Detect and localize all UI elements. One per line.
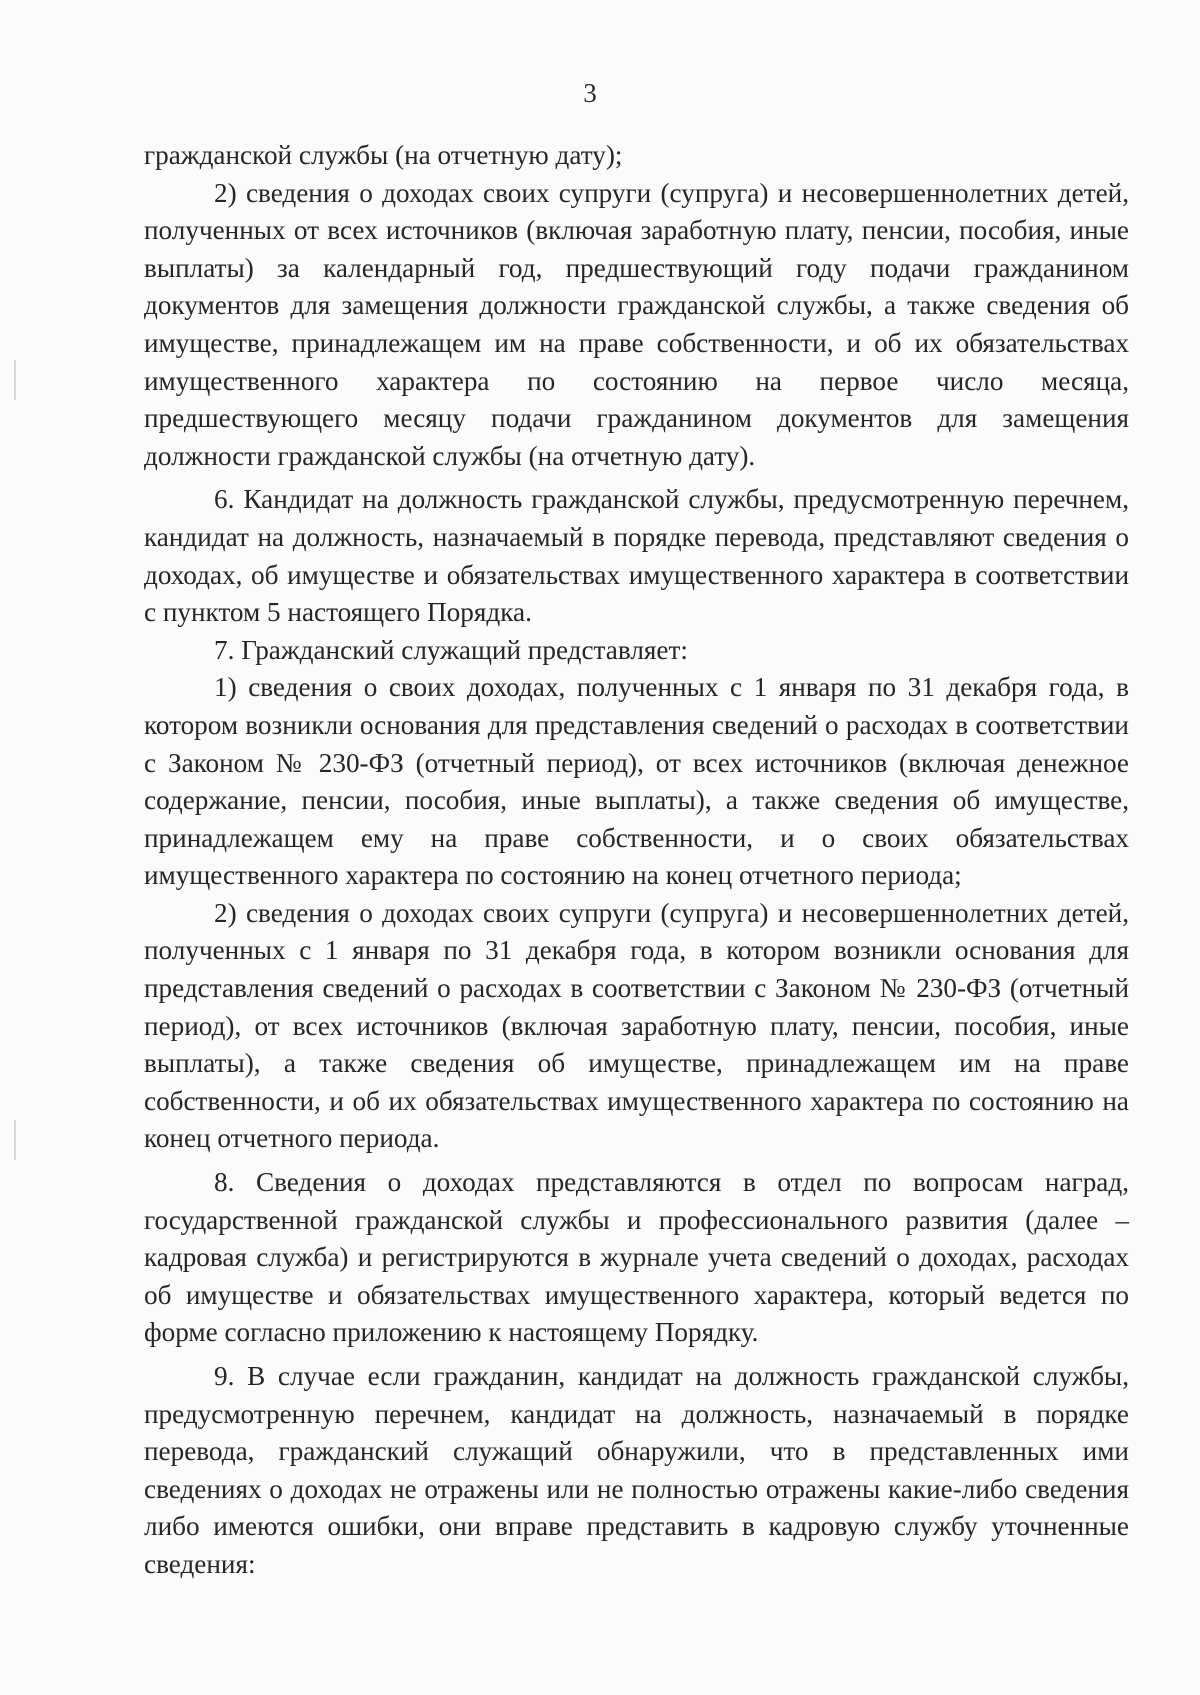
paragraph-9: 9. В случае если гражданин, кандидат на должность гражданской службы, предусмотренную перечнем, кандидат на должность, назначаемый в порядке перевода, гражданский служащий обнаружили, что в представленных ими сведениях о доходах не отражены или не полностью отражены какие-либо сведения либо имеются ошибки, они вправе представить в кадровую службу уточненные сведения: — [144, 1361, 1129, 1579]
document-body — [144, 137, 1129, 1584]
paragraph-7-item-2: 2) сведения о доходах своих супруги (супруга) и несовершеннолетних детей, полученных с 1 января по 31 декабря года, в котором возникли основания для представления сведений о расходах в соответствии с Законом № 230-ФЗ (отчетный период), от всех источников (включая заработную плату, пенсии, пособия, иные выплаты), а также сведения об имуществе, принадлежащем им на праве собственности, и об их обязательствах имущественного характера по состоянию на конец отчетного периода. — [144, 897, 1129, 1154]
paragraph-8: 8. Сведения о доходах представляются в отдел по вопросам наград, государственной гражданской службы и профессионального развития (далее – кадровая служба) и регистрируются в журнале учета сведений о доходах, расходах об имуществе и обязательствах имущественного характера, который ведется по форме согласно приложению к настоящему Порядку. — [144, 1167, 1129, 1348]
paragraph-7-item-1: 1) сведения о своих доходах, полученных с 1 января по 31 декабря года, в котором возникли основания для представления сведений о расходах в соответствии с Законом № 230-ФЗ (отчетный период), от всех источников (включая денежное содержание, пенсии, пособия, иные выплаты), а также сведения об имуществе, принадлежащем ему на праве собственности, и о своих обязательствах имущественного характера по состоянию на конец отчетного периода; — [144, 672, 1129, 891]
paragraph-continuation: гражданской службы (на отчетную дату); — [144, 140, 623, 170]
scan-edge-mark — [14, 360, 16, 400]
scan-edge-mark — [14, 1120, 16, 1160]
paragraph-5-item-2: 2) сведения о доходах своих супруги (супруга) и несовершеннолетних детей, полученных от всех источников (включая заработную плату, пенсии, пособия, иные выплаты) за календарный год, предшествующий году подачи гражданином документов для замещения должности гражданской службы, а также сведения об имуществе, принадлежащем им на праве собственности, и об их обязательствах имущественного характера по состоянию на первое число месяца, предшествующего месяцу подачи гражданином документов для замещения должности гражданской службы (на отчетную дату). — [144, 177, 1129, 471]
page-number: 3 — [583, 78, 597, 108]
paragraph-7: 7. Гражданский служащий представляет: — [214, 634, 688, 665]
paragraph-6: 6. Кандидат на должность гражданской службы, предусмотренную перечнем, кандидат на должность, назначаемый в порядке перевода, представляют сведения о доходах, об имуществе и обязательствах имущественного характера в соответствии с пунктом 5 настоящего Порядка. — [144, 484, 1129, 628]
